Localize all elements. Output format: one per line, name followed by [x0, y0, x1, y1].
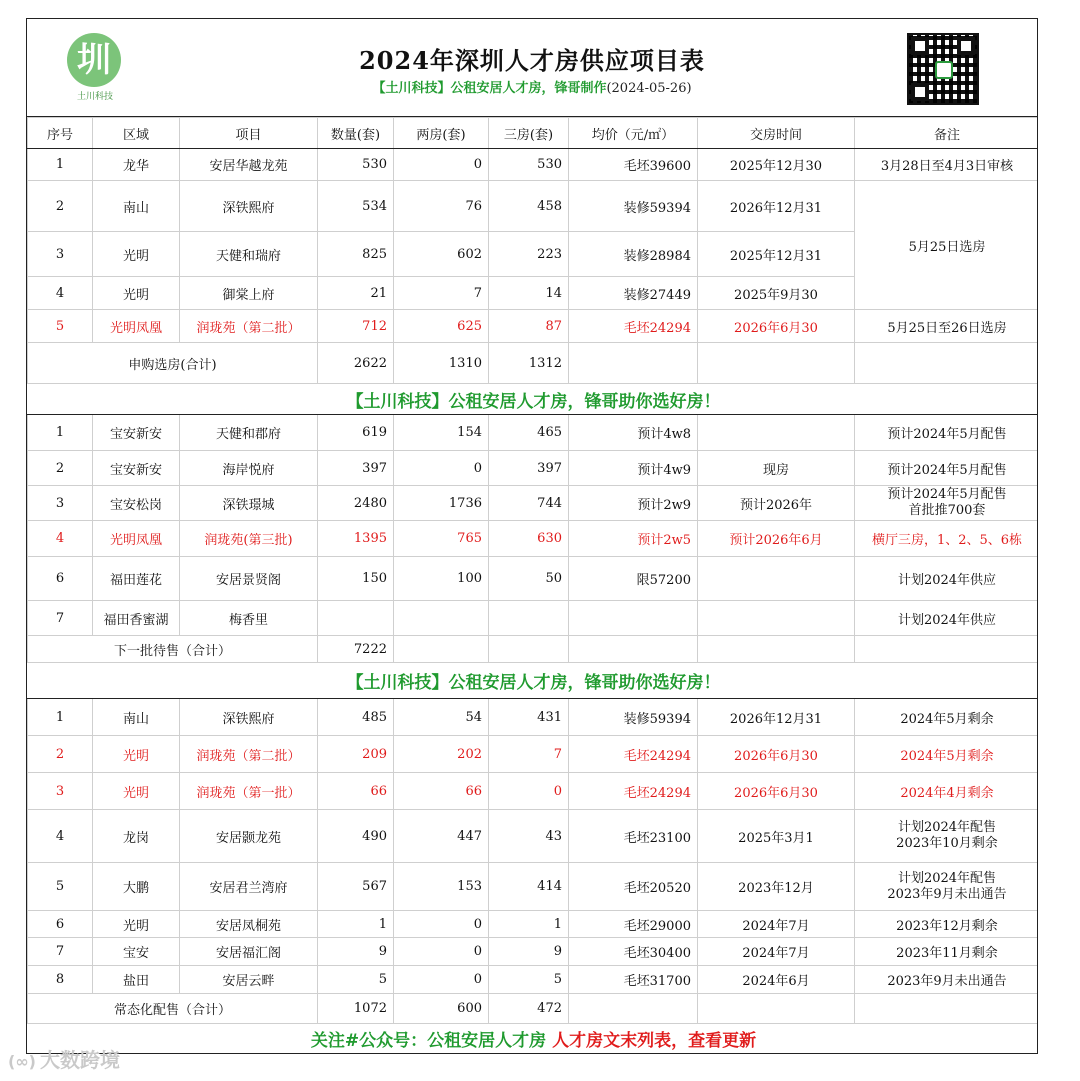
cell-two: 0 [394, 451, 489, 486]
col-header-area: 区域 [93, 118, 180, 149]
table-row [28, 181, 1039, 232]
housing-supply-sheet [26, 18, 1038, 1054]
cell-three: 0 [489, 773, 569, 810]
cell-price: 毛坯39600 [569, 149, 698, 181]
table-row-highlight [28, 310, 1039, 343]
cell-area: 龙岗 [93, 810, 180, 863]
cell-area: 南山 [93, 181, 180, 232]
cell-delivery: 2026年12月31 [698, 699, 855, 736]
cell-no: 8 [28, 966, 93, 994]
cell-qty: 9 [318, 938, 394, 966]
cell-price: 装修59394 [569, 181, 698, 232]
cell-two: 7 [394, 277, 489, 310]
cell-three: 431 [489, 699, 569, 736]
cell-two: 153 [394, 863, 489, 911]
cell-no: 1 [28, 415, 93, 451]
cell-two: 1736 [394, 486, 489, 521]
cell-no: 7 [28, 601, 93, 636]
logo-caption: 土川科技 [76, 92, 113, 102]
sheet-header [27, 19, 1037, 117]
cell-project: 深铁熙府 [180, 181, 318, 232]
cell-project: 海岸悦府 [180, 451, 318, 486]
cell-note: 2024年4月剩余 [855, 773, 1039, 810]
cell-no: 4 [28, 277, 93, 310]
cell-price: 预计2w9 [569, 486, 698, 521]
cell-area: 福田莲花 [93, 557, 180, 601]
note-line: 预计2024年5月配售 [887, 487, 1007, 502]
subtotal-two: 1310 [394, 343, 489, 384]
promo-banner: 【土川科技】公租安居人才房，锋哥助你选好房！ [28, 663, 1039, 699]
table-row [28, 486, 1039, 521]
subtotal-three: 472 [489, 994, 569, 1024]
cell-no: 1 [28, 149, 93, 181]
cell-price: 装修59394 [569, 699, 698, 736]
cell-three: 9 [489, 938, 569, 966]
cell-price: 毛坯23100 [569, 810, 698, 863]
cell-project: 安居君兰湾府 [180, 863, 318, 911]
cell-no: 1 [28, 699, 93, 736]
cell-area: 宝安新安 [93, 451, 180, 486]
cell-note: 3月28日至4月3日审核 [855, 149, 1039, 181]
cell-project: 梅香里 [180, 601, 318, 636]
cell-note-merged: 5月25日选房 [855, 181, 1039, 310]
cell-area: 光明 [93, 911, 180, 938]
col-header-three: 三房(套) [489, 118, 569, 149]
cell-qty: 485 [318, 699, 394, 736]
table-row [28, 810, 1039, 863]
cell-qty: 619 [318, 415, 394, 451]
cell-three: 465 [489, 415, 569, 451]
subtotal-row [28, 994, 1039, 1024]
cell-note-two-line [855, 810, 1039, 863]
cell-delivery: 2025年12月31 [698, 232, 855, 277]
cell-three: 7 [489, 736, 569, 773]
subtotal-two: 600 [394, 994, 489, 1024]
col-header-two: 两房(套) [394, 118, 489, 149]
cell-three: 1 [489, 911, 569, 938]
cell-area: 光明 [93, 736, 180, 773]
cell-note: 计划2024年供应 [855, 601, 1039, 636]
cell-two: 154 [394, 415, 489, 451]
page-title: 2024年深圳人才房供应项目表 [359, 46, 705, 75]
cell-project: 润珑苑（第二批） [180, 310, 318, 343]
cell-area: 盐田 [93, 966, 180, 994]
cell-note: 5月25日至26日选房 [855, 310, 1039, 343]
table-row [28, 699, 1039, 736]
cell-three: 458 [489, 181, 569, 232]
cell-area: 宝安 [93, 938, 180, 966]
cell-qty: 1 [318, 911, 394, 938]
cell-area: 龙华 [93, 149, 180, 181]
cell-project: 深铁璟城 [180, 486, 318, 521]
cell-qty: 21 [318, 277, 394, 310]
cell-delivery [698, 557, 855, 601]
cell-qty: 712 [318, 310, 394, 343]
cell-three [489, 601, 569, 636]
cell-no: 5 [28, 863, 93, 911]
cell-price: 装修28984 [569, 232, 698, 277]
cell-three: 630 [489, 521, 569, 557]
subtotal-three: 1312 [489, 343, 569, 384]
cell-delivery: 2025年12月30 [698, 149, 855, 181]
cell-project: 润珑苑（第一批） [180, 773, 318, 810]
cell-note: 2023年11月剩余 [855, 938, 1039, 966]
cell-three: 414 [489, 863, 569, 911]
subtotal-label: 申购选房(合计) [28, 343, 318, 384]
cell-qty: 397 [318, 451, 394, 486]
cell-note: 预计2024年5月配售 [855, 415, 1039, 451]
cell-note: 横厅三房，1、2、5、6栋 [855, 521, 1039, 557]
cell-price: 毛坯30400 [569, 938, 698, 966]
qr-code-icon [907, 33, 979, 105]
cell-no: 3 [28, 486, 93, 521]
cell-no: 6 [28, 911, 93, 938]
cell-note-two-line [855, 486, 1039, 521]
watermark [8, 1044, 120, 1073]
cell-area: 光明凤凰 [93, 310, 180, 343]
table-row [28, 601, 1039, 636]
cell-area: 光明凤凰 [93, 521, 180, 557]
cell-qty: 567 [318, 863, 394, 911]
cell-delivery: 预计2026年6月 [698, 521, 855, 557]
cell-project: 润珑苑（第二批） [180, 736, 318, 773]
cell-two: 76 [394, 181, 489, 232]
cell-two: 100 [394, 557, 489, 601]
table-row [28, 149, 1039, 181]
cell-three: 530 [489, 149, 569, 181]
col-header-price: 均价（元/㎡） [569, 118, 698, 149]
subtotal-qty: 7222 [318, 636, 394, 663]
cell-two: 202 [394, 736, 489, 773]
cell-no: 4 [28, 810, 93, 863]
cell-no: 3 [28, 773, 93, 810]
cell-no: 3 [28, 232, 93, 277]
note-line: 计划2024年配售 [897, 820, 997, 835]
footer-list-text: 人才房文末列表，查看更新 [552, 1030, 757, 1051]
cell-no: 2 [28, 736, 93, 773]
watermark-text: 大数跨境 [39, 1048, 120, 1072]
note-line: 首批推700套 [908, 503, 986, 518]
promo-banner: 【土川科技】公租安居人才房，锋哥助你选好房！ [28, 384, 1039, 415]
cell-qty: 66 [318, 773, 394, 810]
table-row [28, 451, 1039, 486]
cell-note-two-line [855, 863, 1039, 911]
col-header-qty: 数量(套) [318, 118, 394, 149]
cell-area: 宝安新安 [93, 415, 180, 451]
cell-two: 602 [394, 232, 489, 277]
cell-delivery: 2026年6月30 [698, 773, 855, 810]
cell-price: 装修27449 [569, 277, 698, 310]
cell-area: 光明 [93, 773, 180, 810]
cell-two: 54 [394, 699, 489, 736]
cell-no: 6 [28, 557, 93, 601]
cell-area: 光明 [93, 232, 180, 277]
subtitle-date: (2024-05-26) [606, 81, 692, 96]
table-row-highlight [28, 736, 1039, 773]
cell-delivery: 2026年12月31 [698, 181, 855, 232]
table-header-row [28, 118, 1039, 149]
cell-qty [318, 601, 394, 636]
cell-qty: 150 [318, 557, 394, 601]
cell-two [394, 601, 489, 636]
table-row [28, 911, 1039, 938]
subtotal-row [28, 343, 1039, 384]
cell-project: 安居凤桐苑 [180, 911, 318, 938]
cell-delivery: 2026年6月30 [698, 310, 855, 343]
subtotal-row [28, 636, 1039, 663]
cell-qty: 825 [318, 232, 394, 277]
cell-three: 50 [489, 557, 569, 601]
col-header-note: 备注 [855, 118, 1039, 149]
subtotal-label: 常态化配售（合计） [28, 994, 318, 1024]
cell-qty: 534 [318, 181, 394, 232]
cell-delivery: 2025年9月30 [698, 277, 855, 310]
cell-area: 光明 [93, 277, 180, 310]
cell-note: 2024年5月剩余 [855, 736, 1039, 773]
cell-delivery [698, 601, 855, 636]
cell-project: 安居云畔 [180, 966, 318, 994]
table-row [28, 966, 1039, 994]
col-header-project: 项目 [180, 118, 318, 149]
note-line: 2023年10月剩余 [896, 836, 998, 851]
cell-delivery: 2025年3月1 [698, 810, 855, 863]
logo-badge-icon: 圳 [67, 33, 121, 87]
cell-qty: 530 [318, 149, 394, 181]
cell-qty: 2480 [318, 486, 394, 521]
subtotal-qty: 2622 [318, 343, 394, 384]
cell-area: 宝安松岗 [93, 486, 180, 521]
cell-three: 744 [489, 486, 569, 521]
cell-note: 预计2024年5月配售 [855, 451, 1039, 486]
cell-price: 毛坯20520 [569, 863, 698, 911]
cell-price: 毛坯24294 [569, 773, 698, 810]
cell-area: 福田香蜜湖 [93, 601, 180, 636]
subtitle-brand: 【土川科技】公租安居人才房，锋哥制作 [372, 81, 607, 96]
cell-area: 南山 [93, 699, 180, 736]
cell-note: 计划2024年供应 [855, 557, 1039, 601]
cell-delivery: 2024年7月 [698, 938, 855, 966]
cell-project: 安居华越龙苑 [180, 149, 318, 181]
cell-area: 大鹏 [93, 863, 180, 911]
cell-note: 2023年12月剩余 [855, 911, 1039, 938]
promo-banner-row [28, 384, 1039, 415]
cell-project: 安居福汇阁 [180, 938, 318, 966]
cell-no: 5 [28, 310, 93, 343]
supply-table [27, 117, 1038, 1052]
cell-delivery [698, 415, 855, 451]
cell-two: 66 [394, 773, 489, 810]
cell-three: 43 [489, 810, 569, 863]
cell-two: 765 [394, 521, 489, 557]
cell-two: 447 [394, 810, 489, 863]
note-line: 计划2024年配售 [897, 870, 997, 886]
cell-note: 2023年9月未出通告 [855, 966, 1039, 994]
cell-three: 223 [489, 232, 569, 277]
cell-price: 毛坯24294 [569, 736, 698, 773]
promo-banner-row [28, 663, 1039, 699]
cell-qty: 490 [318, 810, 394, 863]
cell-project: 天健和瑞府 [180, 232, 318, 277]
cell-delivery: 2026年6月30 [698, 736, 855, 773]
cell-no: 2 [28, 451, 93, 486]
cell-qty: 209 [318, 736, 394, 773]
cell-price: 毛坯24294 [569, 310, 698, 343]
table-row-highlight [28, 521, 1039, 557]
footer-follow-text: 关注#公众号：公租安居人才房 [310, 1030, 547, 1051]
footer-note [28, 1024, 1039, 1053]
subtotal-label: 下一批待售（合计） [28, 636, 318, 663]
cell-price: 毛坯31700 [569, 966, 698, 994]
cell-price: 预计4w9 [569, 451, 698, 486]
cell-two: 0 [394, 938, 489, 966]
cell-three: 87 [489, 310, 569, 343]
cell-project: 润珑苑(第三批) [180, 521, 318, 557]
cell-price: 预计2w5 [569, 521, 698, 557]
cell-no: 2 [28, 181, 93, 232]
table-row [28, 415, 1039, 451]
cell-project: 安居景贤阁 [180, 557, 318, 601]
col-header-no: 序号 [28, 118, 93, 149]
cell-two: 0 [394, 911, 489, 938]
cell-project: 天健和郡府 [180, 415, 318, 451]
note-line: 2023年9月未出通告 [887, 886, 1007, 902]
cell-delivery: 现房 [698, 451, 855, 486]
cell-delivery: 2023年12月 [698, 863, 855, 911]
cell-qty: 1395 [318, 521, 394, 557]
table-row [28, 557, 1039, 601]
subtotal-qty: 1072 [318, 994, 394, 1024]
cell-qty: 5 [318, 966, 394, 994]
cell-two: 0 [394, 966, 489, 994]
cell-delivery: 2024年6月 [698, 966, 855, 994]
cell-project: 御棠上府 [180, 277, 318, 310]
cell-three: 397 [489, 451, 569, 486]
cell-delivery: 预计2026年 [698, 486, 855, 521]
cell-three: 5 [489, 966, 569, 994]
page-subtitle [27, 77, 1037, 96]
cell-delivery: 2024年7月 [698, 911, 855, 938]
table-row [28, 863, 1039, 911]
col-header-delivery: 交房时间 [698, 118, 855, 149]
cell-price: 限57200 [569, 557, 698, 601]
cell-three: 14 [489, 277, 569, 310]
table-row [28, 938, 1039, 966]
cell-price [569, 601, 698, 636]
cell-no: 4 [28, 521, 93, 557]
cell-two: 0 [394, 149, 489, 181]
cell-note: 2024年5月剩余 [855, 699, 1039, 736]
cell-price: 毛坯29000 [569, 911, 698, 938]
table-row-highlight [28, 773, 1039, 810]
cell-price: 预计4w8 [569, 415, 698, 451]
watermark-logo-icon: (∞) [8, 1052, 36, 1071]
cell-project: 深铁熙府 [180, 699, 318, 736]
cell-two: 625 [394, 310, 489, 343]
cell-project: 安居颢龙苑 [180, 810, 318, 863]
footer-row [28, 1024, 1039, 1053]
cell-no: 7 [28, 938, 93, 966]
